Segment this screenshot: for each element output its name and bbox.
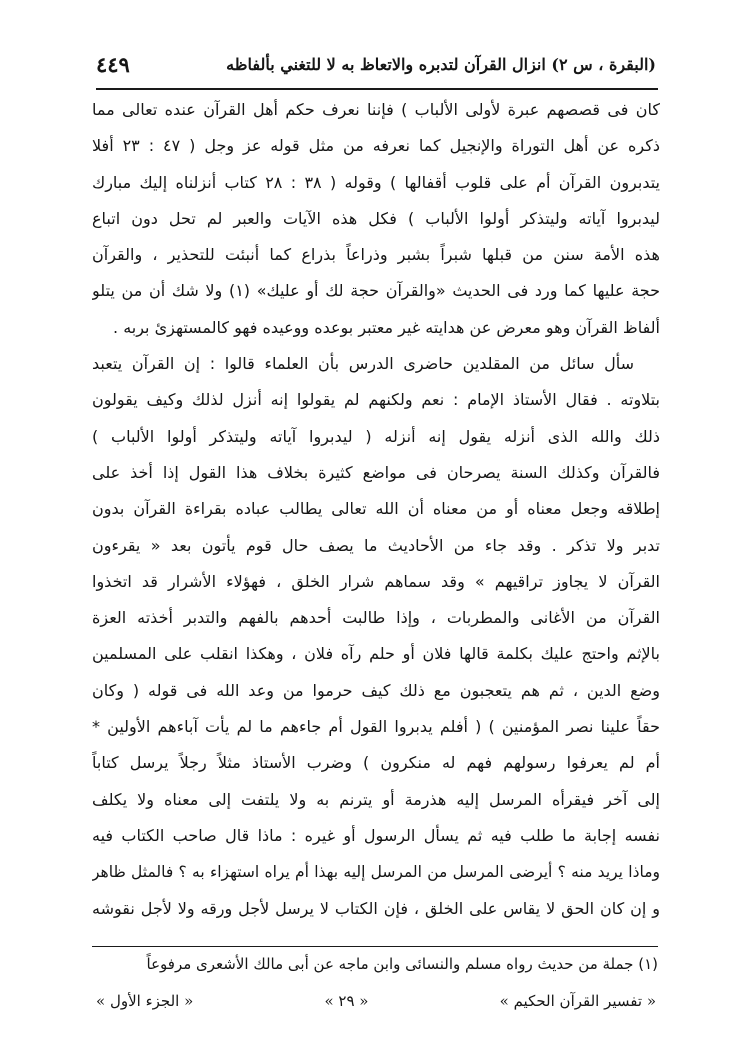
page-number: ٤٤٩: [96, 51, 130, 77]
body-line: وماذا يريد منه ؟ أيرضى المرسل من المرسل إليه بهذا أم يراه استهزاء به ؟ فالمثل ظاهر: [92, 863, 660, 882]
body-line: إلى آخر فيقرأه المرسل إليه هذرمة أو يترنم به ولا يلتفت إلى معناه ولا يكلف: [92, 789, 660, 809]
header-rule: [96, 88, 658, 90]
body-line: إطلاقه وجعل معناه أو من معناه أن الله تعالى يطالب عباده بقراءة القرآن بدون: [92, 499, 660, 519]
body-line: القرآن من الأغانى والمطربات ، وإذا طالبت أحدهم بالفهم والتدبر أخذته العزة: [92, 608, 660, 628]
body-line: يتدبرون القرآن أم على قلوب أقفالها ) وقوله ( ٣٨ : ٢٨ كتاب أنزلناه إليك مبارك: [92, 172, 660, 192]
body-line: حقاً علينا نصر المؤمنين ) ( أفلم يدبروا القول أم جاءهم ما لم يأت آباءهم الأولين *: [92, 717, 660, 737]
body-line: ألفاظ القرآن وهو معرض عن هدايته غير معتبر بوعده ووعيده فهو كالمستهزئ بربه .: [113, 317, 660, 337]
body-line: أم لم يعرفوا رسولهم فهم له منكرون ) وضرب الأستاذ مثلاً رجلاً يرسل كتاباً: [92, 753, 660, 773]
body-line: كان فى قصصهم عبرة لأولى الألباب ) فإننا نعرف حكم أهل القرآن عنده تعالى مما: [92, 100, 660, 119]
body-line: سأل سائل من المقلدين حاضرى الدرس بأن العلماء قالوا : إن القرآن يتعبد: [92, 354, 634, 374]
body-line: وضع الدين ، ثم هم يتعجبون مع ذلك كيف حرموا من وعد الله فى قوله ( وكان: [92, 680, 660, 700]
body-line: ذكره عن أهل التوراة والإنجيل كما نعرفه من مثل قوله عز وجل ( ٤٧ : ٢٣ أفلا: [92, 136, 660, 156]
body-line: نفسه إجابة ما طلب فيه ثم يسأل الرسول أو غيره : ماذا قال صاحب الكتاب فيه: [92, 825, 660, 845]
footnote-rule: [92, 946, 658, 947]
footer-part-label: « الجزء الأول »: [96, 992, 194, 1010]
page-header: [96, 44, 656, 84]
body-line: حجة عليها كما ورد فى الحديث «والقرآن حجة لك أو عليك» (١) ولا شك أن من يتلو: [92, 281, 660, 301]
body-line: و إن كان الحق لا يقاس على الخلق ، فإن الكتاب لا يرسل لأجل ورقه ولا لأجل نقوشه: [92, 898, 660, 918]
body-line: فالقرآن وكذلك السنة يصرحان فى مواضع كثيرة بخلاف هذا القول إذا أخذ على: [92, 462, 660, 482]
body-line: تدبر ولا تذكر . وقد جاء من الأحاديث ما يصف حال قوم يأتون بعد « يقرءون: [92, 535, 660, 555]
body-line: بتلاوته . فقال الأستاذ الإمام : نعم ولكنهم لم يقولوا إنه أنزل لذلك وكيف يقولون: [92, 390, 660, 410]
body-line: بالإثم واحتج عليك بكلمة قالها فلان أو حلم رآه فلان ، وهكذا انقلب على المسلمين: [92, 644, 660, 664]
body-text: [92, 92, 660, 927]
body-line: هذه الأمة سنن من قبلها شبراً بشبر وذراعاً بذراع كما أنبئت للتحذير ، والقرآن: [92, 245, 660, 265]
page-footer: [96, 988, 656, 1014]
running-title: (البقرة ، س ٢) انزال القرآن لتدبره والاتعاظ به لا للتغني بألفاظه: [226, 54, 656, 74]
body-line: ليدبروا آياته وليتذكر أولوا الألباب ) فكل هذه الآيات والعبر لم تحل دون اتباع: [92, 208, 660, 228]
footnote: (١) جملة من حديث رواه مسلم والنسائى وابن ماجه عن أبى مالك الأشعرى مرفوعاً: [146, 955, 658, 973]
body-line: ذلك والله الذى أنزله يقول إنه أنزله ( ليدبروا آياته وليتذكر أولوا الألباب ): [92, 426, 660, 446]
footer-book-title: « تفسير القرآن الحكيم »: [499, 992, 656, 1010]
body-line: القرآن لا يجاوز تراقيهم » وقد سماهم شرار الخلق ، فهؤلاء الأشرار قد اتخذوا: [92, 571, 660, 591]
footer-sheet-number: « ٢٩ »: [324, 992, 369, 1010]
